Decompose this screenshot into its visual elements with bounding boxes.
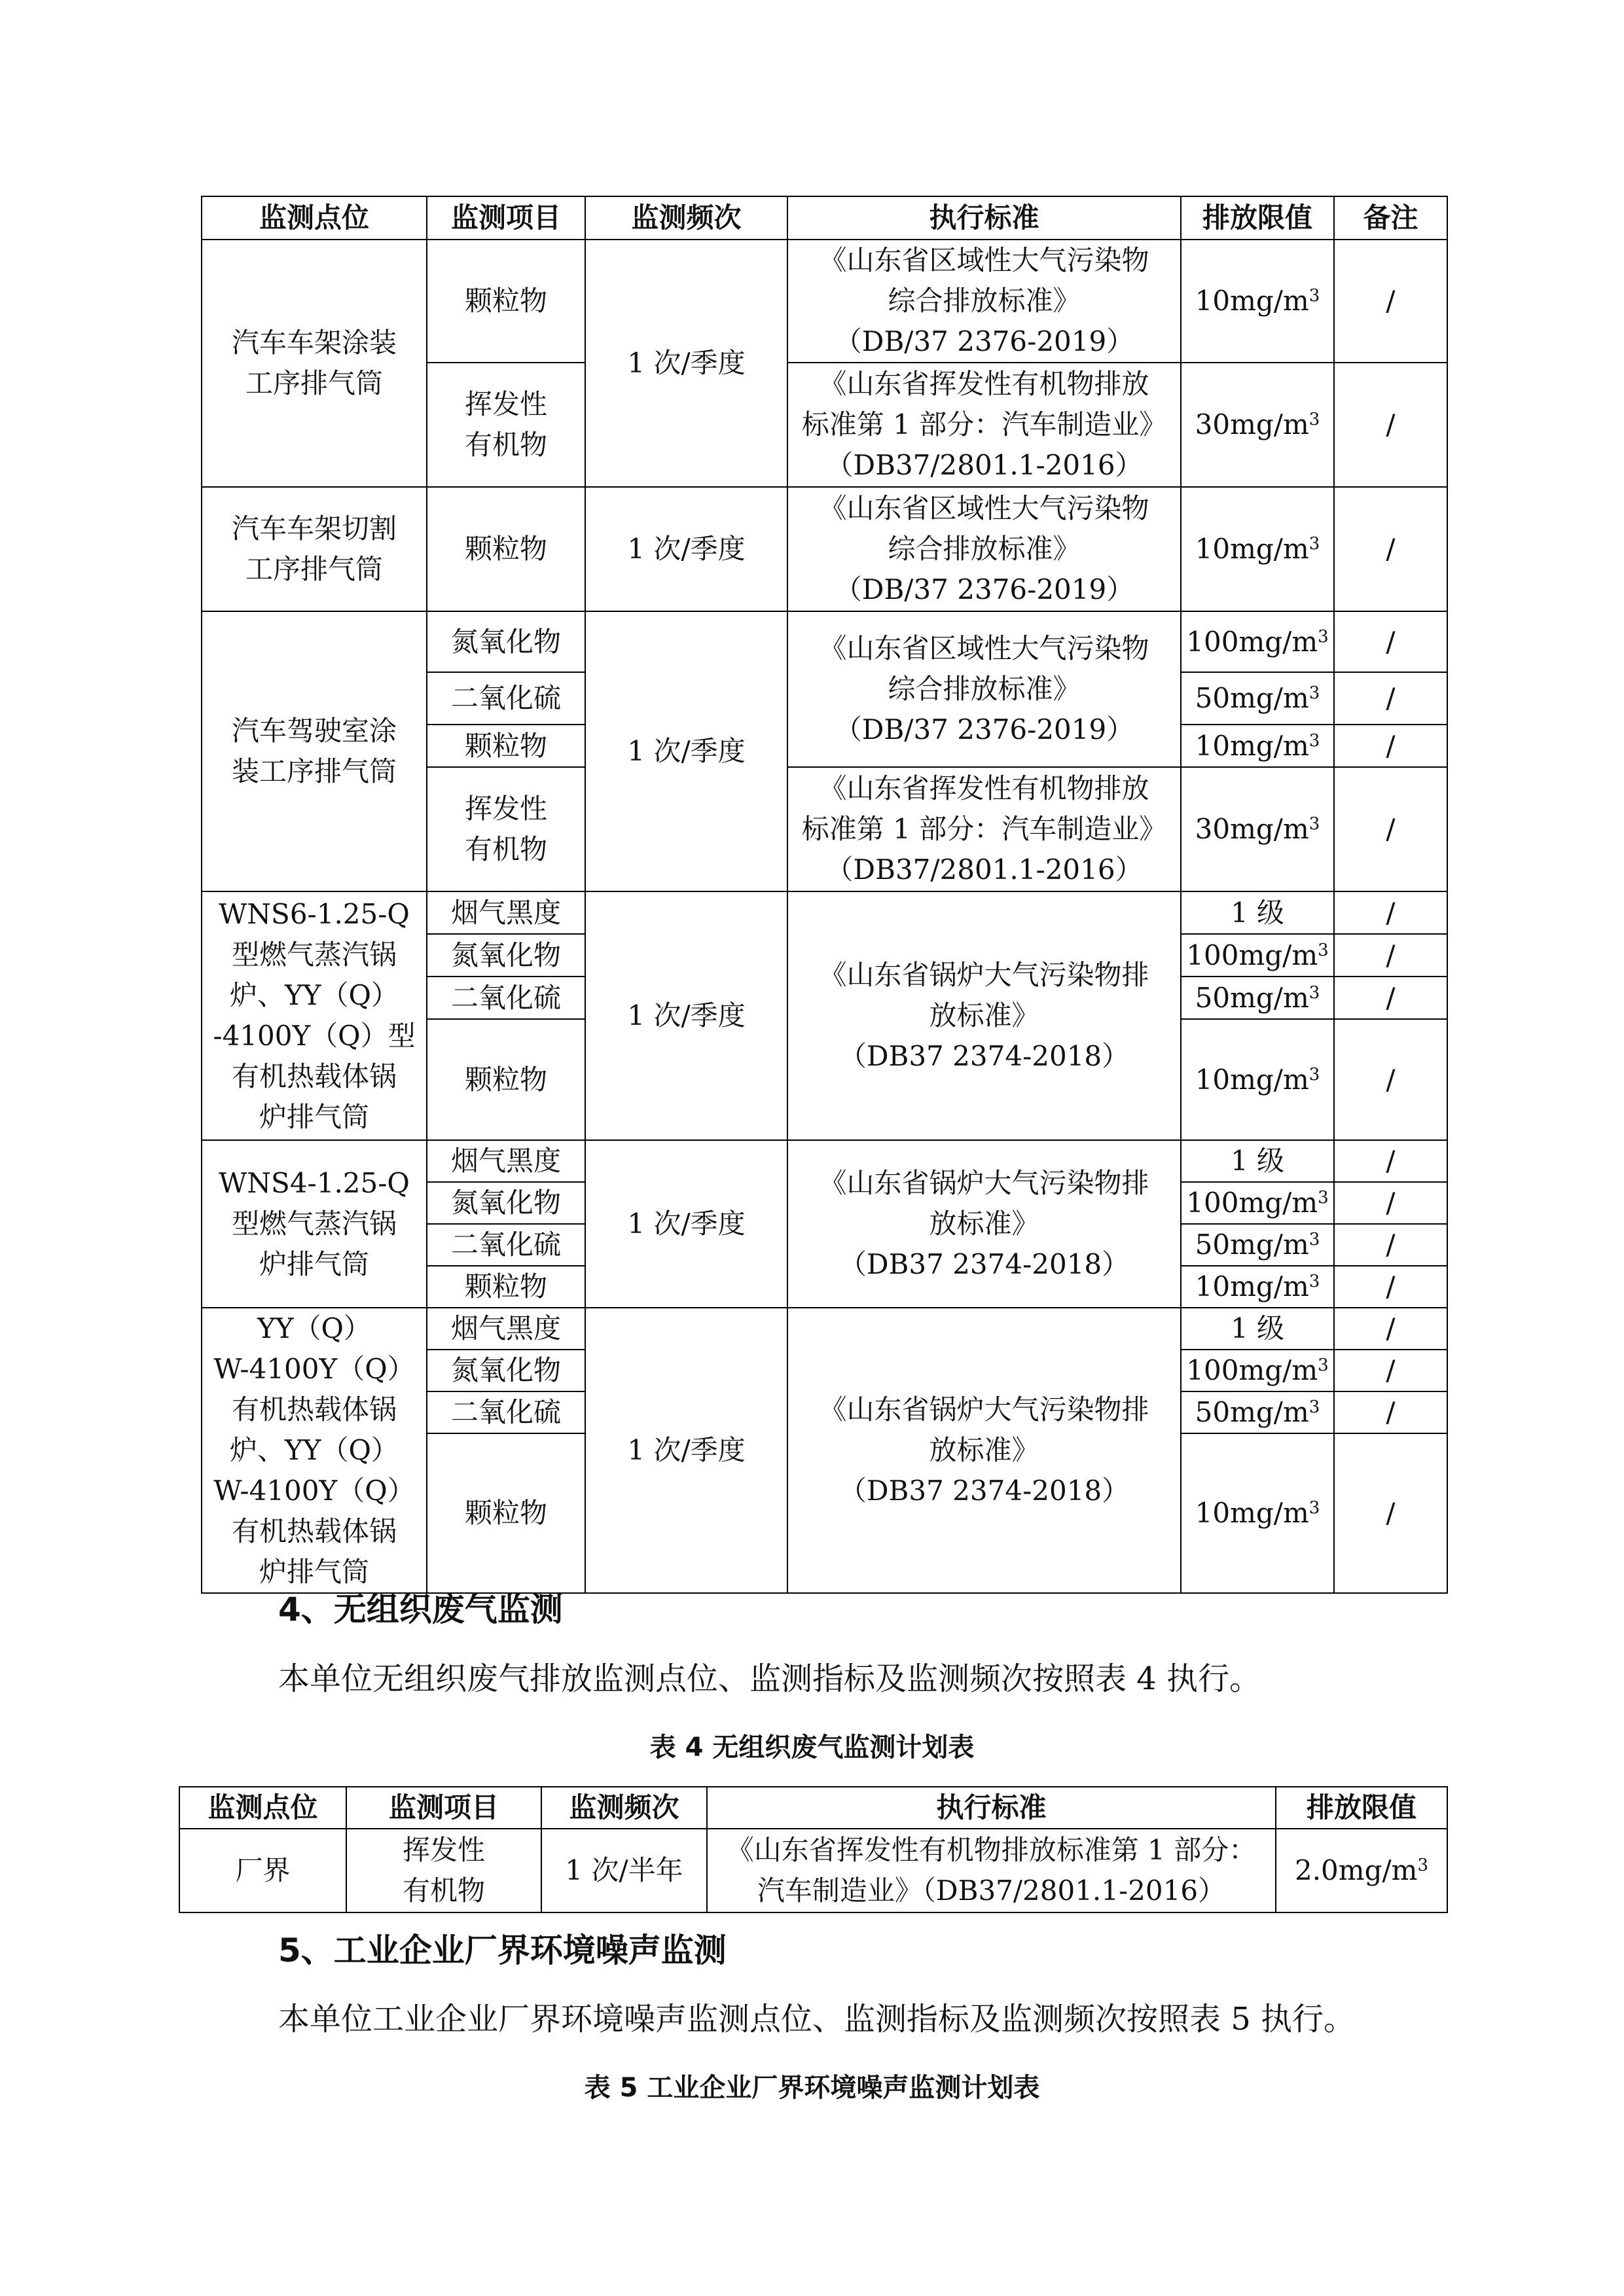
note-cell: / <box>1334 363 1447 487</box>
note-cell: / <box>1334 1019 1447 1140</box>
limit-cell: $10mg/m^3$ <box>1181 1433 1334 1593</box>
item-cell: 颗粒物 <box>427 725 585 767</box>
note-cell: / <box>1334 1391 1447 1433</box>
note-cell: / <box>1334 767 1447 891</box>
item-cell: 挥发性 有机物 <box>346 1829 541 1912</box>
site-cell: 汽车驾驶室涂 装工序排气筒 <box>202 611 427 891</box>
standard-cell: 《山东省锅炉大气污染物排 放标准》 （DB37 2374-2018） <box>787 891 1181 1140</box>
limit-cell: $100mg/m^3$ <box>1181 1182 1334 1224</box>
item-cell: 颗粒物 <box>427 240 585 363</box>
header-standard: 执行标准 <box>707 1787 1276 1829</box>
header-frequency: 监测频次 <box>585 196 787 240</box>
header-standard: 执行标准 <box>787 196 1181 240</box>
limit-cell: $10mg/m^3$ <box>1181 240 1334 363</box>
note-cell: / <box>1334 672 1447 725</box>
standard-cell: 《山东省区域性大气污染物 综合排放标准》 （DB/37 2376-2019） <box>787 611 1181 767</box>
item-cell: 颗粒物 <box>427 1019 585 1140</box>
note-cell: / <box>1334 611 1447 672</box>
header-site: 监测点位 <box>202 196 427 240</box>
limit-cell: $10mg/m^3$ <box>1181 1266 1334 1308</box>
site-cell: WNS4-1.25-Q 型燃气蒸汽锅 炉排气筒 <box>202 1140 427 1308</box>
limit-cell: $100mg/m^3$ <box>1181 1350 1334 1391</box>
header-frequency: 监测频次 <box>541 1787 707 1829</box>
limit-cell: $50mg/m^3$ <box>1181 672 1334 725</box>
limit-cell: $100mg/m^3$ <box>1181 934 1334 977</box>
frequency-cell: 1 次/季度 <box>585 1308 787 1593</box>
table-5-caption: 表 5 工业企业厂界环境噪声监测计划表 <box>584 2073 1040 2103</box>
item-cell: 颗粒物 <box>427 1266 585 1308</box>
item-cell: 二氧化硫 <box>427 1391 585 1433</box>
emission-monitoring-table <box>201 196 1448 1594</box>
note-cell: / <box>1334 1350 1447 1391</box>
note-cell: / <box>1334 891 1447 934</box>
note-cell: / <box>1334 1182 1447 1224</box>
section-4-heading: 4、无组织废气监测 <box>278 1590 563 1628</box>
note-cell: / <box>1334 1224 1447 1266</box>
header-site: 监测点位 <box>179 1787 346 1829</box>
site-cell: WNS6-1.25-Q 型燃气蒸汽锅 炉、YY（Q） -4100Y（Q）型 有机热载体锅 炉排气筒 <box>202 891 427 1140</box>
frequency-cell: 1 次/季度 <box>585 240 787 487</box>
header-item: 监测项目 <box>346 1787 541 1829</box>
limit-cell: $30mg/m^3$ <box>1181 767 1334 891</box>
standard-cell: 《山东省锅炉大气污染物排 放标准》 （DB37 2374-2018） <box>787 1308 1181 1593</box>
limit-cell: $10mg/m^3$ <box>1181 487 1334 611</box>
note-cell: / <box>1334 977 1447 1019</box>
note-cell: / <box>1334 1140 1447 1182</box>
item-cell: 二氧化硫 <box>427 977 585 1019</box>
header-note: 备注 <box>1334 196 1447 240</box>
limit-cell: $50mg/m^3$ <box>1181 977 1334 1019</box>
limit-cell: 1 级 <box>1181 1140 1334 1182</box>
item-cell: 二氧化硫 <box>427 672 585 725</box>
limit-cell: 1 级 <box>1181 891 1334 934</box>
item-cell: 氮氧化物 <box>427 934 585 977</box>
item-cell: 氮氧化物 <box>427 1182 585 1224</box>
standard-cell: 《山东省锅炉大气污染物排 放标准》 （DB37 2374-2018） <box>787 1140 1181 1308</box>
standard-cell: 《山东省挥发性有机物排放 标准第 1 部分：汽车制造业》 （DB37/2801.1-2016） <box>787 767 1181 891</box>
note-cell: / <box>1334 240 1447 363</box>
item-cell: 氮氧化物 <box>427 1350 585 1391</box>
frequency-cell: 1 次/季度 <box>585 891 787 1140</box>
site-cell: YY（Q） W-4100Y（Q） 有机热载体锅 炉、YY（Q） W-4100Y（Q） 有机热载体锅 炉排气筒 <box>202 1308 427 1593</box>
frequency-cell: 1 次/季度 <box>585 487 787 611</box>
item-cell: 氮氧化物 <box>427 611 585 672</box>
frequency-cell: 1 次/半年 <box>541 1829 707 1912</box>
header-limit: 排放限值 <box>1276 1787 1447 1829</box>
header-limit: 排放限值 <box>1181 196 1334 240</box>
limit-cell: $2.0mg/m^3$ <box>1276 1829 1447 1912</box>
site-cell: 厂界 <box>179 1829 346 1912</box>
site-cell: 汽车车架涂装 工序排气筒 <box>202 240 427 487</box>
site-cell: 汽车车架切割 工序排气筒 <box>202 487 427 611</box>
standard-cell: 《山东省挥发性有机物排放标准第 1 部分： 汽车制造业》（DB37/2801.1-2016） <box>707 1829 1276 1912</box>
note-cell: / <box>1334 934 1447 977</box>
note-cell: / <box>1334 725 1447 767</box>
note-cell: / <box>1334 487 1447 611</box>
table-4-caption: 表 4 无组织废气监测计划表 <box>649 1732 975 1763</box>
note-cell: / <box>1334 1433 1447 1593</box>
note-cell: / <box>1334 1308 1447 1350</box>
frequency-cell: 1 次/季度 <box>585 611 787 891</box>
note-cell: / <box>1334 1266 1447 1308</box>
limit-cell: $10mg/m^3$ <box>1181 1019 1334 1140</box>
limit-cell: $50mg/m^3$ <box>1181 1391 1334 1433</box>
header-item: 监测项目 <box>427 196 585 240</box>
standard-cell: 《山东省挥发性有机物排放 标准第 1 部分：汽车制造业》 （DB37/2801.1-2016） <box>787 363 1181 487</box>
standard-cell: 《山东省区域性大气污染物 综合排放标准》 （DB/37 2376-2019） <box>787 487 1181 611</box>
section-4-paragraph: 本单位无组织废气排放监测点位、监测指标及监测频次按照表 4 执行。 <box>278 1660 1261 1697</box>
item-cell: 颗粒物 <box>427 487 585 611</box>
section-5-heading: 5、工业企业厂界环境噪声监测 <box>278 1931 727 1969</box>
item-cell: 挥发性 有机物 <box>427 363 585 487</box>
frequency-cell: 1 次/季度 <box>585 1140 787 1308</box>
item-cell: 烟气黑度 <box>427 1140 585 1182</box>
item-cell: 烟气黑度 <box>427 891 585 934</box>
limit-cell: 1 级 <box>1181 1308 1334 1350</box>
limit-cell: $10mg/m^3$ <box>1181 725 1334 767</box>
section-5-paragraph: 本单位工业企业厂界环境噪声监测点位、监测指标及监测频次按照表 5 执行。 <box>278 2001 1356 2037</box>
item-cell: 颗粒物 <box>427 1433 585 1593</box>
fugitive-emission-table <box>179 1786 1448 1913</box>
item-cell: 二氧化硫 <box>427 1224 585 1266</box>
item-cell: 挥发性 有机物 <box>427 767 585 891</box>
limit-cell: $100mg/m^3$ <box>1181 611 1334 672</box>
limit-cell: $30mg/m^3$ <box>1181 363 1334 487</box>
item-cell: 烟气黑度 <box>427 1308 585 1350</box>
limit-cell: $50mg/m^3$ <box>1181 1224 1334 1266</box>
standard-cell: 《山东省区域性大气污染物 综合排放标准》 （DB/37 2376-2019） <box>787 240 1181 363</box>
